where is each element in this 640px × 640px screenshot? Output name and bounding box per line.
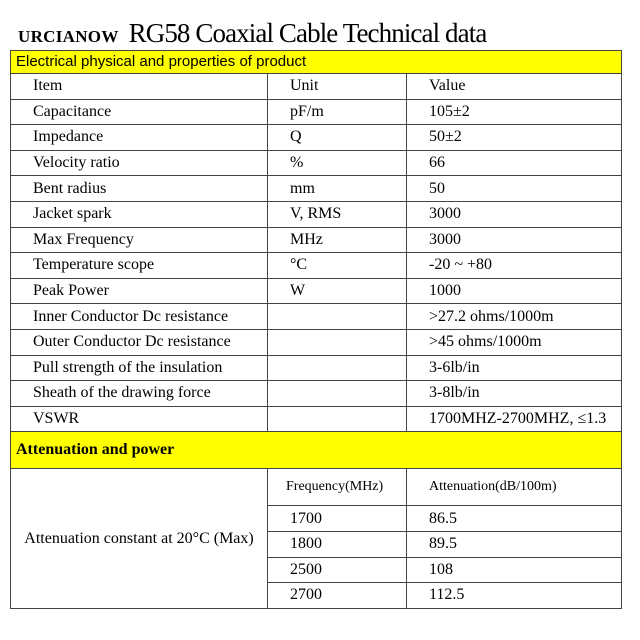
- row-unit: °C: [268, 253, 407, 279]
- row-item: Outer Conductor Dc resistance: [11, 329, 268, 355]
- row-value: 1700MHZ-2700MHZ, ≤1.3: [407, 406, 622, 432]
- row-unit: W: [268, 278, 407, 304]
- table-row: [11, 150, 622, 176]
- row-unit: [268, 406, 407, 432]
- row-value: 3-8lb/in: [407, 381, 622, 407]
- row-frequency: 2500: [268, 557, 407, 583]
- row-attenuation: 89.5: [407, 531, 622, 557]
- row-item: Velocity ratio: [11, 150, 268, 176]
- column-header-frequency: Frequency(MHz): [268, 469, 407, 506]
- section-title-electrical: Electrical physical and properties of product: [11, 51, 622, 74]
- row-item: Pull strength of the insulation: [11, 355, 268, 381]
- table-row: [11, 406, 622, 432]
- column-header-value: Value: [407, 74, 622, 100]
- row-unit: pF/m: [268, 99, 407, 125]
- row-value: -20 ~ +80: [407, 253, 622, 279]
- row-unit: [268, 381, 407, 407]
- brand-name: URCIANOW: [18, 27, 119, 46]
- row-item: Jacket spark: [11, 201, 268, 227]
- row-item: Peak Power: [11, 278, 268, 304]
- row-value: 105±2: [407, 99, 622, 125]
- table-row: [11, 201, 622, 227]
- row-value: 50±2: [407, 125, 622, 151]
- row-unit: Q: [268, 125, 407, 151]
- attenuation-label: Attenuation constant at 20°C (Max): [11, 469, 268, 608]
- row-value: 66: [407, 150, 622, 176]
- column-header-unit: Unit: [268, 74, 407, 100]
- row-item: Max Frequency: [11, 227, 268, 253]
- row-value: 1000: [407, 278, 622, 304]
- row-item: Impedance: [11, 125, 268, 151]
- spec-table: [10, 50, 622, 609]
- row-item: Sheath of the drawing force: [11, 381, 268, 407]
- row-item: Temperature scope: [11, 253, 268, 279]
- table-row: [11, 227, 622, 253]
- row-unit: MHz: [268, 227, 407, 253]
- table-row: [11, 278, 622, 304]
- section-title-attenuation: Attenuation and power: [11, 432, 622, 469]
- column-header-attenuation: Attenuation(dB/100m): [407, 469, 622, 506]
- table-row: [11, 253, 622, 279]
- row-value: >27.2 ohms/1000m: [407, 304, 622, 330]
- row-value: >45 ohms/1000m: [407, 329, 622, 355]
- row-unit: mm: [268, 176, 407, 202]
- row-item: Bent radius: [11, 176, 268, 202]
- table-row: [11, 176, 622, 202]
- row-frequency: 1800: [268, 531, 407, 557]
- row-value: 3000: [407, 227, 622, 253]
- row-item: Inner Conductor Dc resistance: [11, 304, 268, 330]
- table-row: [11, 381, 622, 407]
- table-row: [11, 99, 622, 125]
- table-row: [11, 304, 622, 330]
- row-attenuation: 112.5: [407, 583, 622, 609]
- row-value: 3-6lb/in: [407, 355, 622, 381]
- document-header: [18, 18, 486, 52]
- column-header-item: Item: [11, 74, 268, 100]
- row-attenuation: 86.5: [407, 506, 622, 532]
- row-frequency: 2700: [268, 583, 407, 609]
- table-row: [11, 329, 622, 355]
- row-item: Capacitance: [11, 99, 268, 125]
- attenuation-header-row: [11, 469, 622, 506]
- table-row: [11, 355, 622, 381]
- row-frequency: 1700: [268, 506, 407, 532]
- section-header-row: [11, 432, 622, 469]
- row-unit: V, RMS: [268, 201, 407, 227]
- column-header-row: [11, 74, 622, 100]
- document-title: RG58 Coaxial Cable Technical data: [128, 18, 487, 48]
- row-unit: [268, 304, 407, 330]
- table-row: [11, 125, 622, 151]
- row-unit: [268, 355, 407, 381]
- row-item: VSWR: [11, 406, 268, 432]
- row-unit: %: [268, 150, 407, 176]
- row-attenuation: 108: [407, 557, 622, 583]
- row-value: 50: [407, 176, 622, 202]
- section-header-row: [11, 51, 622, 74]
- row-unit: [268, 329, 407, 355]
- row-value: 3000: [407, 201, 622, 227]
